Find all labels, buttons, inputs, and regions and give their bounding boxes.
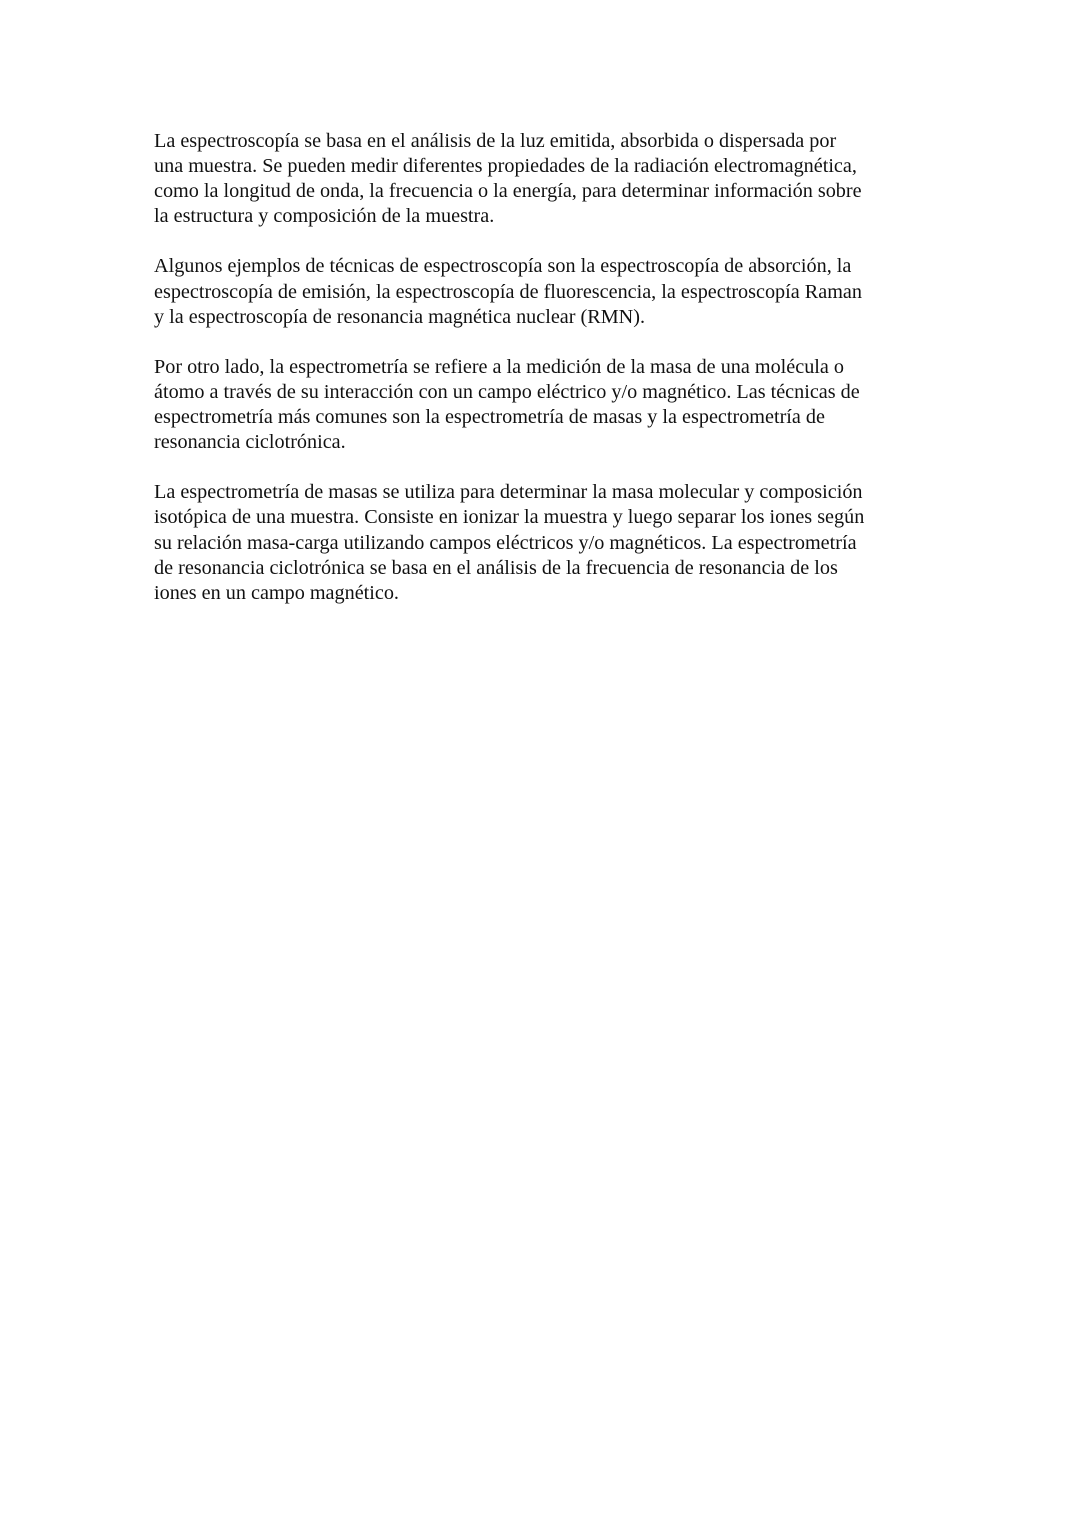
- text-line: la estructura y composición de la muestra.: [154, 205, 495, 228]
- paragraph-spectrometry-intro: [154, 355, 934, 455]
- paragraph-spectroscopy-intro: [154, 129, 934, 229]
- text-line: iones en un campo magnético.: [154, 581, 399, 604]
- text-line: espectroscopía de emisión, la espectroscopía de fluorescencia, la espectroscopía Raman: [154, 280, 862, 303]
- text-line: espectrometría más comunes son la espectrometría de masas y la espectrometría de: [154, 406, 825, 429]
- text-line: Algunos ejemplos de técnicas de espectroscopía son la espectroscopía de absorción, la: [154, 255, 852, 278]
- text-line: isotópica de una muestra. Consiste en ionizar la muestra y luego separar los iones según: [154, 506, 865, 529]
- text-line: una muestra. Se pueden medir diferentes propiedades de la radiación electromagnética,: [154, 155, 857, 178]
- text-line: de resonancia ciclotrónica se basa en el análisis de la frecuencia de resonancia de los: [154, 556, 838, 579]
- paragraph-mass-spectrometry: [154, 480, 934, 605]
- text-line: su relación masa-carga utilizando campos eléctricos y/o magnéticos. La espectrometría: [154, 531, 857, 554]
- text-line: Por otro lado, la espectrometría se refiere a la medición de la masa de una molécula o: [154, 355, 845, 378]
- text-line: como la longitud de onda, la frecuencia o la energía, para determinar información sobre: [154, 180, 862, 203]
- paragraph-spectroscopy-examples: [154, 254, 934, 329]
- text-line: La espectroscopía se basa en el análisis de la luz emitida, absorbida o dispersada por: [154, 130, 837, 152]
- text-line: y la espectroscopía de resonancia magnética nuclear (RMN).: [154, 305, 646, 328]
- text-line: La espectrometría de masas se utiliza para determinar la masa molecular y composición: [154, 481, 863, 504]
- document-page: [154, 129, 934, 631]
- text-line: resonancia ciclotrónica.: [154, 431, 346, 454]
- text-line: átomo a través de su interacción con un campo eléctrico y/o magnético. Las técnicas de: [154, 380, 860, 403]
